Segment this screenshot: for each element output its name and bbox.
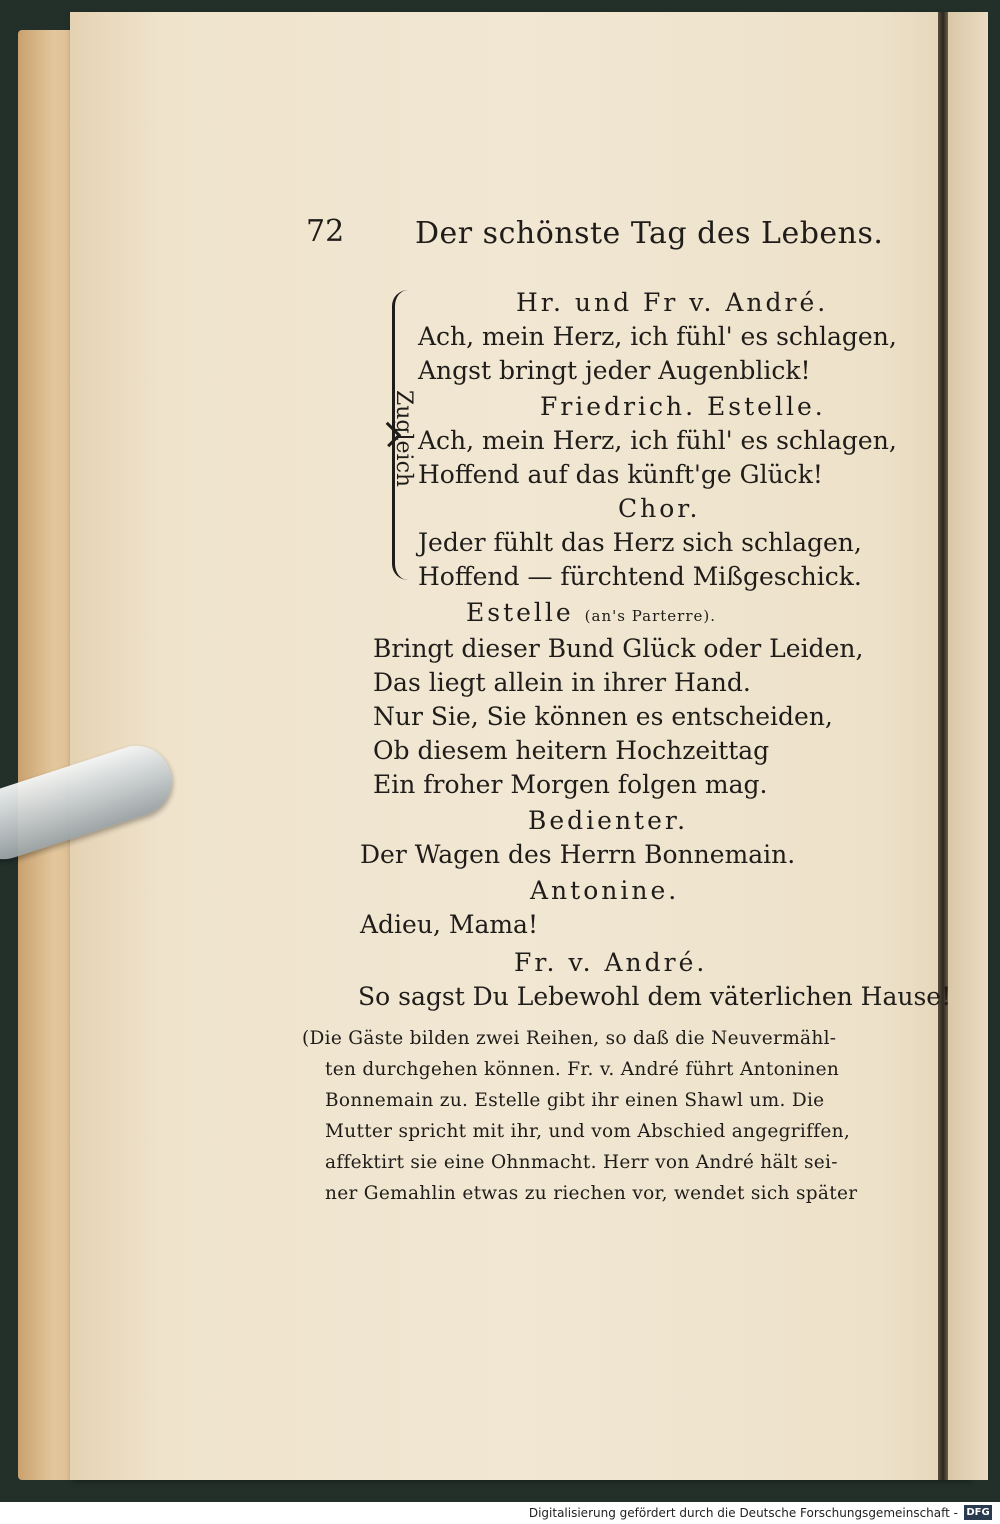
stage-direction-line: Mutter spricht mit ihr, und vom Abschied angegriffen, [325,1121,851,1142]
speaker-note: (an's Parterre). [584,607,716,625]
stage-direction-line: ner Gemahlin etwas zu riechen vor, wendet sich später [325,1183,858,1204]
speaker-line: Hr. und Fr v. André. [516,288,829,317]
verse-line: Nur Sie, Sie können es entscheiden, [373,702,833,731]
speaker-line: Bedienter. [528,806,689,835]
verse-line: Ein froher Morgen folgen mag. [373,770,768,799]
verse-line: Das liegt allein in ihrer Hand. [373,668,751,697]
verse-line: Adieu, Mama! [360,910,539,939]
footer-credit: Digitalisierung gefördert durch die Deutsche Forschungsgemeinschaft - [528,1506,958,1520]
verse-line: Jeder fühlt das Herz sich schlagen, [418,528,862,557]
side-label: Zugleich [391,389,417,488]
verse-line: So sagst Du Lebewohl dem väterlichen Hause! [358,982,952,1011]
stage-direction-line: ten durchgehen können. Fr. v. André führt Antoninen [325,1059,840,1080]
speaker-line [466,598,716,627]
stage-direction-line: affektirt sie eine Ohnmacht. Herr von André hält sei- [325,1152,838,1173]
dfg-logo-icon: DFG [964,1505,992,1520]
footer-bar [0,1502,1000,1524]
speaker-line: Antonine. [530,876,680,905]
verse-line: Ob diesem heitern Hochzeittag [373,736,770,765]
page-number: 72 [306,214,345,249]
stage-direction-line: (Die Gäste bilden zwei Reihen, so daß die Neuvermähl- [302,1028,837,1049]
stage-direction-line: Bonnemain zu. Estelle gibt ihr einen Shawl um. Die [325,1090,825,1111]
speaker-line: Chor. [618,494,701,523]
verse-line: Hoffend auf das künft'ge Glück! [418,460,823,489]
speaker-line: Fr. v. André. [514,948,708,977]
verse-line: Angst bringt jeder Augenblick! [418,356,811,385]
speaker-line: Friedrich. Estelle. [540,392,826,421]
verse-line: Ach, mein Herz, ich fühl' es schlagen, [418,426,897,455]
book-gutter [938,12,948,1480]
next-page-edge [948,12,988,1480]
running-title: Der schönste Tag des Lebens. [415,216,884,251]
verse-line: Ach, mein Herz, ich fühl' es schlagen, [418,322,897,351]
speaker-name: Estelle [466,598,574,627]
verse-line: Bringt dieser Bund Glück oder Leiden, [373,634,864,663]
verse-line: Hoffend — fürchtend Mißgeschick. [418,562,862,591]
verse-line: Der Wagen des Herrn Bonnemain. [360,840,796,869]
